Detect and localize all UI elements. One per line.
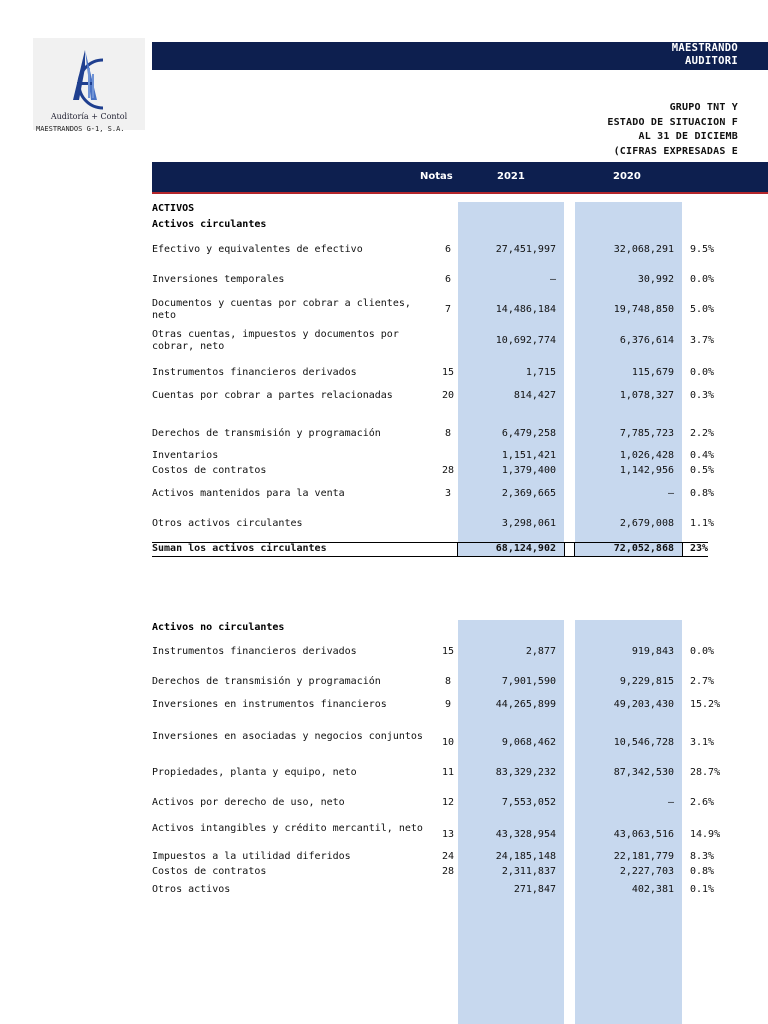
row-percentage: 2.7% <box>690 676 715 687</box>
row-nota: 28 <box>441 465 455 476</box>
row-value-2020: 43,063,516 <box>613 829 674 840</box>
row-value-2020: 19,748,850 <box>613 304 674 315</box>
row-value-2021: 6,479,258 <box>501 428 556 439</box>
row-value-2020: 49,203,430 <box>613 699 674 710</box>
band-line-2: AUDITORI <box>685 55 738 67</box>
row-value-2021: 83,329,232 <box>495 767 556 778</box>
row-label: Otros activos <box>152 884 231 895</box>
row-value-2021: 271,847 <box>513 884 556 895</box>
row-label: Cuentas por cobrar a partes relacionadas <box>152 390 393 401</box>
row-value-2020: 22,181,779 <box>613 851 674 862</box>
row-value-2020: 919,843 <box>631 646 674 657</box>
column-2020-band-upper <box>575 202 682 556</box>
row-value-2021: 10,692,774 <box>495 335 556 346</box>
row-nota: 28 <box>441 866 455 877</box>
header-band <box>152 42 768 70</box>
row-percentage: 2.6% <box>690 797 715 808</box>
row-value-2020: 6,376,614 <box>619 335 674 346</box>
total-current-row <box>152 543 768 555</box>
row-value-2021: 2,311,837 <box>501 866 556 877</box>
row-value-2021: 7,553,052 <box>501 797 556 808</box>
row-value-2021: 2,877 <box>525 646 556 657</box>
row-label: Otras cuentas, impuestos y documentos por cobrar, neto <box>152 329 399 352</box>
row-label: Documentos y cuentas por cobrar a clientes, neto <box>152 298 411 321</box>
row-value-2020: 2,679,008 <box>619 518 674 529</box>
row-value-2021: 9,068,462 <box>501 737 556 748</box>
row-percentage: 2.2% <box>690 428 715 439</box>
row-value-2021: 3,298,061 <box>501 518 556 529</box>
row-label: Efectivo y equivalentes de efectivo <box>152 244 363 255</box>
logo-company-name: MAESTRANDOS G-1, S.A. <box>36 125 125 133</box>
report-title-3: AL 31 DE DICIEMB <box>638 131 738 142</box>
report-title-1: GRUPO TNT Y <box>669 102 738 113</box>
row-value-2020: 115,679 <box>631 367 674 378</box>
total-2020: 72,052,868 <box>613 543 674 554</box>
row-value-2021: 1,715 <box>525 367 556 378</box>
row-value-2021: 44,265,899 <box>495 699 556 710</box>
total-2021: 68,124,902 <box>495 543 556 554</box>
row-value-2021: 1,151,421 <box>501 450 556 461</box>
row-value-2020: 1,142,956 <box>619 465 674 476</box>
row-nota: 6 <box>444 244 452 255</box>
company-logo <box>33 38 145 130</box>
row-value-2020: 2,227,703 <box>619 866 674 877</box>
row-value-2020: 1,026,428 <box>619 450 674 461</box>
row-label: Activos por derecho de uso, neto <box>152 797 345 808</box>
row-nota: 24 <box>441 851 455 862</box>
row-value-2021: 43,328,954 <box>495 829 556 840</box>
row-percentage: 0.3% <box>690 390 715 401</box>
row-value-2020: 7,785,723 <box>619 428 674 439</box>
row-nota: 11 <box>441 767 455 778</box>
total-label: Suman los activos circulantes <box>152 543 327 554</box>
row-percentage: 0.0% <box>690 274 715 285</box>
row-percentage: 0.5% <box>690 465 715 476</box>
row-nota: 20 <box>441 390 455 401</box>
table-header <box>152 162 768 194</box>
row-value-2020: 9,229,815 <box>619 676 674 687</box>
column-2021-band-upper <box>458 202 564 556</box>
section-activos: ACTIVOS <box>152 203 195 214</box>
report-title-4: (CIFRAS EXPRESADAS E <box>613 146 738 157</box>
row-percentage: 0.4% <box>690 450 715 461</box>
row-label: Activos mantenidos para la venta <box>152 488 345 499</box>
header-notas: Notas <box>420 171 453 182</box>
row-value-2020: 30,992 <box>637 274 674 285</box>
total-pct: 23% <box>690 543 709 554</box>
row-label: Instrumentos financieros derivados <box>152 367 357 378</box>
row-label: Inversiones temporales <box>152 274 285 285</box>
row-value-2021: – <box>549 274 556 285</box>
row-percentage: 15.2% <box>690 699 721 710</box>
row-label: Activos intangibles y crédito mercantil, neto <box>152 823 423 834</box>
row-label: Costos de contratos <box>152 465 267 476</box>
row-percentage: 0.8% <box>690 488 715 499</box>
row-nota: 6 <box>444 274 452 285</box>
section-activos-circulantes: Activos circulantes <box>152 219 267 230</box>
row-label: Derechos de transmisión y programación <box>152 676 381 687</box>
row-nota: 8 <box>444 676 452 687</box>
row-label: Costos de contratos <box>152 866 267 877</box>
row-value-2020: 402,381 <box>631 884 674 895</box>
row-nota: 3 <box>444 488 452 499</box>
report-title-2: ESTADO DE SITUACION F <box>607 117 738 128</box>
row-percentage: 28.7% <box>690 767 721 778</box>
row-value-2020: 1,078,327 <box>619 390 674 401</box>
row-value-2020: 10,546,728 <box>613 737 674 748</box>
row-value-2021: 27,451,997 <box>495 244 556 255</box>
row-percentage: 3.7% <box>690 335 715 346</box>
row-value-2020: – <box>667 488 674 499</box>
row-nota: 8 <box>444 428 452 439</box>
row-label: Otros activos circulantes <box>152 518 303 529</box>
row-value-2021: 14,486,184 <box>495 304 556 315</box>
section-activos-no-circulantes: Activos no circulantes <box>152 622 285 633</box>
header-2020: 2020 <box>613 171 641 182</box>
logo-caption: Auditoría + Contol <box>50 112 128 121</box>
row-nota: 10 <box>441 737 455 748</box>
row-nota: 15 <box>441 367 455 378</box>
row-percentage: 0.0% <box>690 646 715 657</box>
row-label: Inversiones en asociadas y negocios conjuntos <box>152 731 423 742</box>
total-bottom-rule <box>152 556 708 557</box>
row-value-2020: 87,342,530 <box>613 767 674 778</box>
row-label: Instrumentos financieros derivados <box>152 646 357 657</box>
row-label: Inversiones en instrumentos financieros <box>152 699 387 710</box>
row-percentage: 8.3% <box>690 851 715 862</box>
row-label: Derechos de transmisión y programación <box>152 428 381 439</box>
row-percentage: 0.8% <box>690 866 715 877</box>
row-nota: 7 <box>444 304 452 315</box>
row-percentage: 0.1% <box>690 884 715 895</box>
row-percentage: 14.9% <box>690 829 721 840</box>
row-percentage: 5.0% <box>690 304 715 315</box>
row-value-2021: 814,427 <box>513 390 556 401</box>
row-nota: 15 <box>441 646 455 657</box>
row-label: Propiedades, planta y equipo, neto <box>152 767 357 778</box>
row-value-2021: 7,901,590 <box>501 676 556 687</box>
row-value-2021: 2,369,665 <box>501 488 556 499</box>
row-percentage: 3.1% <box>690 737 715 748</box>
row-percentage: 0.0% <box>690 367 715 378</box>
row-value-2021: 1,379,400 <box>501 465 556 476</box>
row-value-2020: 32,068,291 <box>613 244 674 255</box>
row-percentage: 1.1% <box>690 518 715 529</box>
row-nota: 12 <box>441 797 455 808</box>
band-line-1: MAESTRANDO <box>671 42 738 54</box>
header-2021: 2021 <box>497 171 525 182</box>
row-value-2021: 24,185,148 <box>495 851 556 862</box>
row-label: Inventarios <box>152 450 219 461</box>
row-label: Impuestos a la utilidad diferidos <box>152 851 351 862</box>
row-nota: 13 <box>441 829 455 840</box>
row-percentage: 9.5% <box>690 244 715 255</box>
row-value-2020: – <box>667 797 674 808</box>
row-nota: 9 <box>444 699 452 710</box>
